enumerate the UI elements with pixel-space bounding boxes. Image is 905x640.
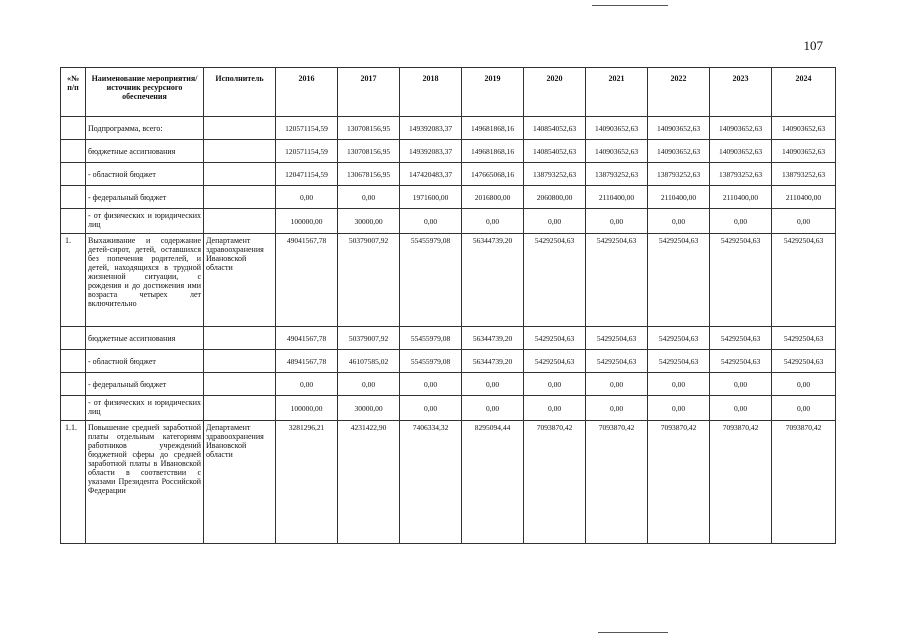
row-name: бюджетные ассигнования — [86, 327, 204, 350]
header-name: Наименование мероприятия/источник ресурсного обеспечения — [86, 68, 204, 117]
row-value: 0,00 — [400, 209, 462, 234]
row-value: 0,00 — [648, 209, 710, 234]
row-value: 147420483,37 — [400, 163, 462, 186]
row-value: 55455979,08 — [400, 350, 462, 373]
row-name: Выхаживание и содержание детей-сирот, детей, оставшихся без попечения родителей, и детей, находящихся в трудной жизненной ситуации, с рождения и до достижения ими возраста четырех лет включительно — [86, 234, 204, 327]
row-num: 1. — [61, 234, 86, 327]
row-value: 55455979,08 — [400, 327, 462, 350]
row-value: 0,00 — [338, 186, 400, 209]
row-value: 140903652,63 — [710, 117, 772, 140]
table-row — [61, 234, 836, 327]
row-value: 2016800,00 — [462, 186, 524, 209]
row-value: 2110400,00 — [586, 186, 648, 209]
row-value: 0,00 — [772, 396, 836, 421]
row-value: 100000,00 — [276, 396, 338, 421]
header-year: 2023 — [710, 68, 772, 117]
budget-table — [60, 67, 836, 544]
header-year: 2016 — [276, 68, 338, 117]
row-value: 54292504,63 — [586, 234, 648, 327]
row-value: 0,00 — [276, 373, 338, 396]
row-executor — [204, 350, 276, 373]
scan-artifact-bottom — [598, 632, 668, 633]
row-value: 7093870,42 — [648, 421, 710, 544]
row-value: 54292504,63 — [710, 350, 772, 373]
table-row — [61, 350, 836, 373]
row-value: 54292504,63 — [648, 350, 710, 373]
row-value: 54292504,63 — [524, 327, 586, 350]
row-executor: Департамент здравоохранения Ивановской области — [204, 421, 276, 544]
row-value: 147665068,16 — [462, 163, 524, 186]
row-value: 149392083,37 — [400, 140, 462, 163]
row-value: 140903652,63 — [586, 117, 648, 140]
row-value: 0,00 — [400, 396, 462, 421]
row-value: 54292504,63 — [648, 327, 710, 350]
header-num: «№ п/п — [61, 68, 86, 117]
row-value: 0,00 — [772, 373, 836, 396]
row-executor — [204, 327, 276, 350]
row-value: 46107585,02 — [338, 350, 400, 373]
row-value: 0,00 — [772, 209, 836, 234]
row-name: Подпрограмма, всего: — [86, 117, 204, 140]
header-year: 2020 — [524, 68, 586, 117]
header-year: 2017 — [338, 68, 400, 117]
row-num — [61, 350, 86, 373]
row-value: 54292504,63 — [648, 234, 710, 327]
row-value: 140903652,63 — [648, 117, 710, 140]
row-num — [61, 140, 86, 163]
row-value: 130678156,95 — [338, 163, 400, 186]
row-num — [61, 327, 86, 350]
row-value: 149392083,37 — [400, 117, 462, 140]
row-value: 138793252,63 — [524, 163, 586, 186]
row-executor — [204, 209, 276, 234]
row-value: 8295094,44 — [462, 421, 524, 544]
row-value: 140903652,63 — [772, 117, 836, 140]
row-num — [61, 117, 86, 140]
row-value: 54292504,63 — [586, 327, 648, 350]
row-value: 120571154,59 — [276, 117, 338, 140]
row-value: 50379007,92 — [338, 234, 400, 327]
row-value: 50379007,92 — [338, 327, 400, 350]
row-num — [61, 186, 86, 209]
row-value: 30000,00 — [338, 209, 400, 234]
row-name: - федеральный бюджет — [86, 186, 204, 209]
row-value: 7093870,42 — [586, 421, 648, 544]
row-value: 0,00 — [524, 373, 586, 396]
row-value: 0,00 — [586, 396, 648, 421]
row-value: 130708156,95 — [338, 140, 400, 163]
row-num: 1.1. — [61, 421, 86, 544]
row-value: 140903652,63 — [648, 140, 710, 163]
row-value: 149681868,16 — [462, 117, 524, 140]
row-value: 54292504,63 — [772, 234, 836, 327]
row-value: 54292504,63 — [710, 327, 772, 350]
row-value: 55455979,08 — [400, 234, 462, 327]
row-name: - от физических и юридических лиц — [86, 396, 204, 421]
row-value: 140903652,63 — [772, 140, 836, 163]
row-value: 54292504,63 — [710, 234, 772, 327]
row-executor — [204, 396, 276, 421]
row-executor: Департамент здравоохранения Ивановской области — [204, 234, 276, 327]
row-value: 7093870,42 — [524, 421, 586, 544]
table-row — [61, 327, 836, 350]
row-value: 130708156,95 — [338, 117, 400, 140]
row-value: 7406334,32 — [400, 421, 462, 544]
row-value: 140903652,63 — [710, 140, 772, 163]
row-num — [61, 373, 86, 396]
table-row — [61, 209, 836, 234]
row-value: 2110400,00 — [772, 186, 836, 209]
row-value: 54292504,63 — [586, 350, 648, 373]
row-value: 54292504,63 — [772, 327, 836, 350]
row-value: 0,00 — [710, 373, 772, 396]
row-executor — [204, 117, 276, 140]
header-year: 2022 — [648, 68, 710, 117]
row-name: - от физических и юридических лиц — [86, 209, 204, 234]
row-value: 4231422,90 — [338, 421, 400, 544]
row-value: 140903652,63 — [586, 140, 648, 163]
row-value: 138793252,63 — [648, 163, 710, 186]
table-row — [61, 373, 836, 396]
row-num — [61, 163, 86, 186]
row-name: Повышение средней заработной платы отдельным категориям работников учреждений бюджетной сферы до средней заработной платы в Ивановской области в соответствии с указами Президента Российской Федерации — [86, 421, 204, 544]
row-value: 100000,00 — [276, 209, 338, 234]
row-value: 49041567,78 — [276, 234, 338, 327]
header-row — [61, 68, 836, 117]
table-row — [61, 186, 836, 209]
row-executor — [204, 140, 276, 163]
row-value: 54292504,63 — [772, 350, 836, 373]
row-value: 0,00 — [648, 396, 710, 421]
row-name: - областной бюджет — [86, 350, 204, 373]
row-value: 138793252,63 — [586, 163, 648, 186]
header-year: 2019 — [462, 68, 524, 117]
row-value: 0,00 — [710, 396, 772, 421]
row-name: - федеральный бюджет — [86, 373, 204, 396]
row-value: 3281296,21 — [276, 421, 338, 544]
row-value: 1971600,00 — [400, 186, 462, 209]
row-value: 48941567,78 — [276, 350, 338, 373]
row-value: 2060800,00 — [524, 186, 586, 209]
row-value: 0,00 — [710, 209, 772, 234]
row-value: 0,00 — [400, 373, 462, 396]
table-row — [61, 140, 836, 163]
row-executor — [204, 163, 276, 186]
row-value: 54292504,63 — [524, 350, 586, 373]
row-value: 0,00 — [462, 396, 524, 421]
row-name: - областной бюджет — [86, 163, 204, 186]
page-number: 107 — [803, 38, 823, 53]
row-value: 0,00 — [586, 373, 648, 396]
row-name: бюджетные ассигнования — [86, 140, 204, 163]
header-executor: Исполнитель — [204, 68, 276, 117]
row-num — [61, 209, 86, 234]
row-value: 0,00 — [524, 209, 586, 234]
row-executor — [204, 373, 276, 396]
row-value: 7093870,42 — [710, 421, 772, 544]
row-value: 49041567,78 — [276, 327, 338, 350]
header-year: 2021 — [586, 68, 648, 117]
row-value: 7093870,42 — [772, 421, 836, 544]
table-row — [61, 421, 836, 544]
row-value: 56344739,20 — [462, 234, 524, 327]
table-row — [61, 117, 836, 140]
header-year: 2018 — [400, 68, 462, 117]
row-value: 138793252,63 — [772, 163, 836, 186]
row-num — [61, 396, 86, 421]
row-value: 0,00 — [648, 373, 710, 396]
row-value: 56344739,20 — [462, 327, 524, 350]
row-value: 2110400,00 — [648, 186, 710, 209]
row-value: 0,00 — [524, 396, 586, 421]
row-value: 0,00 — [276, 186, 338, 209]
table-row — [61, 163, 836, 186]
row-value: 54292504,63 — [524, 234, 586, 327]
header-year: 2024 — [772, 68, 836, 117]
row-value: 0,00 — [462, 209, 524, 234]
row-value: 2110400,00 — [710, 186, 772, 209]
row-value: 0,00 — [338, 373, 400, 396]
scan-artifact-top — [592, 5, 668, 6]
row-value: 140854052,63 — [524, 140, 586, 163]
row-value: 140854052,63 — [524, 117, 586, 140]
row-value: 0,00 — [586, 209, 648, 234]
row-value: 120471154,59 — [276, 163, 338, 186]
row-value: 0,00 — [462, 373, 524, 396]
row-value: 120571154,59 — [276, 140, 338, 163]
table-row — [61, 396, 836, 421]
row-value: 56344739,20 — [462, 350, 524, 373]
row-value: 138793252,63 — [710, 163, 772, 186]
row-value: 149681868,16 — [462, 140, 524, 163]
row-value: 30000,00 — [338, 396, 400, 421]
row-executor — [204, 186, 276, 209]
